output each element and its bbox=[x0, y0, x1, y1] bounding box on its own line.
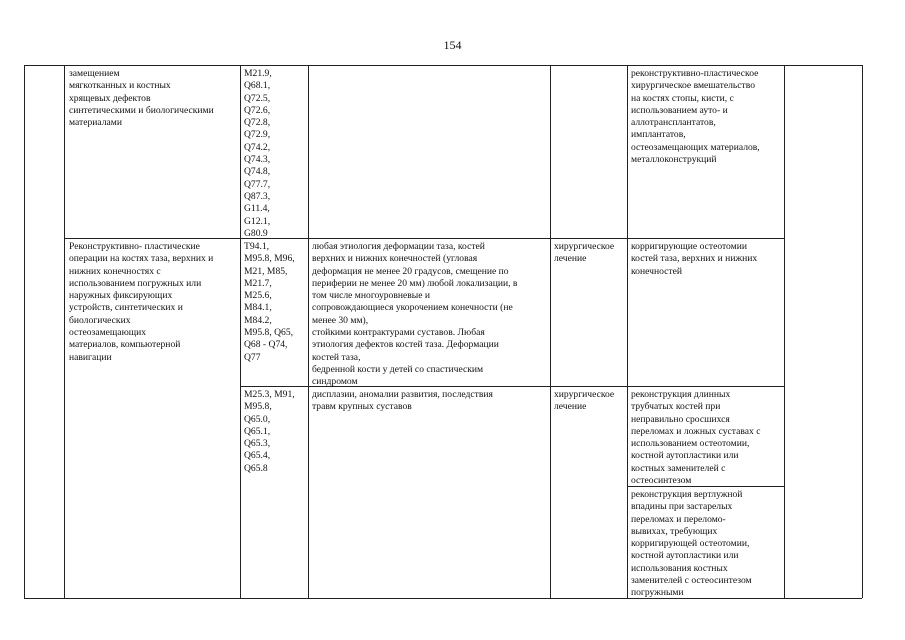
cell-line: Q74.3, bbox=[244, 154, 271, 166]
col-border-6 bbox=[784, 65, 785, 598]
cell-line: менее 30 мм), bbox=[312, 314, 369, 326]
cell-line: трубчатых костей при bbox=[631, 401, 721, 413]
cell-line: верхних и нижних конечностей (угловая bbox=[312, 253, 478, 265]
cell-line: дисплазии, аномалии развития, последствия bbox=[312, 389, 493, 400]
cell-line: Q72.5, bbox=[244, 92, 271, 104]
cell-line: металлоконструкций bbox=[631, 154, 717, 166]
cell-line: материалов, компьютерной bbox=[69, 339, 181, 351]
cell-line: костной аутопластики или bbox=[631, 550, 739, 562]
cell-line: стойкими контрактурами суставов. Любая bbox=[312, 327, 485, 339]
cell-line: Q72.8, bbox=[244, 117, 271, 129]
cell-line: конечностей bbox=[631, 265, 682, 277]
cell-line: костных заменителей с bbox=[631, 462, 726, 474]
cell-line: M95.8, bbox=[244, 401, 272, 413]
cell-line: травм крупных суставов bbox=[312, 401, 412, 413]
cell-line: Реконструктивно- пластические bbox=[69, 241, 200, 252]
cell-line: костной аутопластики или bbox=[631, 450, 739, 462]
cell-line: Q77.7, bbox=[244, 178, 271, 190]
cell-line: Q65.1, bbox=[244, 425, 271, 437]
cell-line: сопровождающиеся укорочением конечности (не bbox=[312, 302, 513, 314]
table-top-border bbox=[24, 65, 862, 66]
cell-line: хирургическое bbox=[554, 389, 615, 400]
cell-line: наружных фиксирующих bbox=[69, 290, 173, 302]
cell-line: на костях стопы, кисти, с bbox=[631, 92, 734, 104]
cell-line: G80.9 bbox=[244, 227, 268, 239]
cell-line: любая этиология деформации таза, костей bbox=[312, 241, 485, 252]
page-number: 154 bbox=[443, 38, 462, 52]
cell-line: G12.1, bbox=[244, 215, 271, 227]
cell-line: аллотрансплантатов, bbox=[631, 117, 716, 129]
col-border-1 bbox=[64, 65, 65, 598]
row1-codes-cell bbox=[244, 68, 272, 240]
col-border-5 bbox=[627, 65, 628, 598]
cell-line: Q77 bbox=[244, 351, 261, 363]
cell-line: M25.3, M91, bbox=[244, 389, 295, 400]
cell-line: впадины при застарелых bbox=[631, 501, 733, 513]
cell-line: реконструкция вертлужной bbox=[631, 489, 743, 500]
cell-line: M21.9, bbox=[244, 68, 272, 79]
cell-line: деформация не менее 20 градусов, смещение по bbox=[312, 265, 509, 277]
cell-line: использования костных bbox=[631, 562, 728, 574]
row2-model-b-cell bbox=[312, 389, 493, 414]
col-border-4 bbox=[550, 65, 551, 598]
row2-type-b-cell bbox=[554, 389, 614, 414]
cell-line: M25.6, bbox=[244, 290, 272, 302]
cell-line: неправильно сросшихся bbox=[631, 413, 730, 425]
cell-line: синдромом bbox=[312, 376, 358, 388]
cell-line: остеосинтезом bbox=[631, 475, 692, 487]
cell-line: G11.4, bbox=[244, 203, 270, 215]
cell-line: остеозамещающих материалов, bbox=[631, 141, 760, 153]
row2-method-cell bbox=[69, 241, 213, 364]
cell-line: синтетическими и биологическими bbox=[69, 104, 214, 116]
cell-line: переломах и ложных суставах с bbox=[631, 425, 761, 437]
cell-line: M95.8, Q65, bbox=[244, 327, 294, 339]
row2-type-a-cell bbox=[554, 241, 614, 266]
col-border-7 bbox=[862, 65, 863, 598]
cell-line: бедренной кости у детей со спастическим bbox=[312, 363, 484, 375]
cell-line: лечение bbox=[554, 253, 587, 265]
row2-codes-b-cell bbox=[244, 389, 295, 475]
cell-line: лечение bbox=[554, 401, 587, 413]
cell-line: операции на костях таза, верхних и bbox=[69, 253, 214, 265]
cell-line: Q87.3, bbox=[244, 190, 271, 202]
cell-line: M21.7, bbox=[244, 277, 272, 289]
cell-line: реконструктивно-пластическое bbox=[631, 68, 759, 79]
cell-line: хирургическое вмешательство bbox=[631, 80, 756, 92]
cell-line: Q68 - Q74, bbox=[244, 339, 288, 351]
cell-line: материалами bbox=[69, 117, 122, 129]
cell-line: костей таза, верхних и нижних bbox=[631, 253, 758, 265]
cell-line: том числе многоуровневые и bbox=[312, 290, 431, 302]
cell-line: Q72.9, bbox=[244, 129, 271, 141]
row2-treatment-b1-cell bbox=[631, 389, 760, 487]
col-border-2 bbox=[240, 65, 241, 598]
cell-line: использованием остеотомии, bbox=[631, 438, 750, 450]
cell-line: хрящевых дефектов bbox=[69, 92, 151, 104]
cell-line: Q65.4, bbox=[244, 450, 271, 462]
cell-line: вывихах, требующих bbox=[631, 525, 718, 537]
cell-line: Q65.3, bbox=[244, 438, 271, 450]
cell-line: Q72.6, bbox=[244, 104, 271, 116]
cell-line: T94.1, bbox=[244, 241, 270, 252]
cell-line: хирургическое bbox=[554, 241, 615, 252]
row2-treatment-a-cell bbox=[631, 241, 757, 278]
cell-line: Q68.1, bbox=[244, 80, 271, 92]
cell-line: имплантатов, bbox=[631, 129, 686, 141]
cell-line: M84.2, bbox=[244, 314, 272, 326]
cell-line: замещением bbox=[69, 68, 120, 79]
cell-line: этиология дефектов костей таза. Деформации bbox=[312, 339, 499, 351]
cell-line: заменителей с остеосинтезом bbox=[631, 575, 752, 587]
row2-treatment-b2-cell bbox=[631, 489, 752, 600]
cell-line: корригирующей остеотомии, bbox=[631, 538, 750, 550]
cell-line: навигации bbox=[69, 351, 112, 363]
cell-line: реконструкция длинных bbox=[631, 389, 731, 400]
row1-method-cell bbox=[69, 68, 214, 129]
cell-line: биологических bbox=[69, 314, 131, 326]
row2-codes-a-cell bbox=[244, 241, 295, 364]
cell-line: Q74.8, bbox=[244, 166, 271, 178]
cell-line: мягкотканных и костных bbox=[69, 80, 171, 92]
cell-line: нижних конечностях с bbox=[69, 265, 161, 277]
col-border-3 bbox=[308, 65, 309, 598]
row1-treatment-cell bbox=[631, 68, 760, 166]
row2-model-a-cell bbox=[312, 241, 517, 389]
row-separator-1 bbox=[64, 238, 784, 239]
cell-line: периферии не менее 20 мм) любой локализации, в bbox=[312, 277, 518, 289]
cell-line: устройств, синтетических и bbox=[69, 302, 183, 314]
cell-line: M21, M85, bbox=[244, 265, 288, 277]
cell-line: M95.8, M96, bbox=[244, 253, 295, 265]
cell-line: Q65.8 bbox=[244, 462, 268, 474]
cell-line: M84.1, bbox=[244, 302, 272, 314]
cell-line: остеозамещающих bbox=[69, 327, 147, 339]
cell-line: погружными bbox=[631, 587, 684, 599]
cell-line: Q74.2, bbox=[244, 141, 271, 153]
cell-line: переломах и переломо- bbox=[631, 513, 726, 525]
cell-line: использованием ауто- и bbox=[631, 104, 728, 116]
cell-line: использованием погружных или bbox=[69, 277, 202, 289]
cell-line: костей таза, bbox=[312, 351, 361, 363]
cell-line: Q65.0, bbox=[244, 413, 271, 425]
cell-line: корригирующие остеотомии bbox=[631, 241, 748, 252]
col-border-0 bbox=[24, 65, 25, 598]
